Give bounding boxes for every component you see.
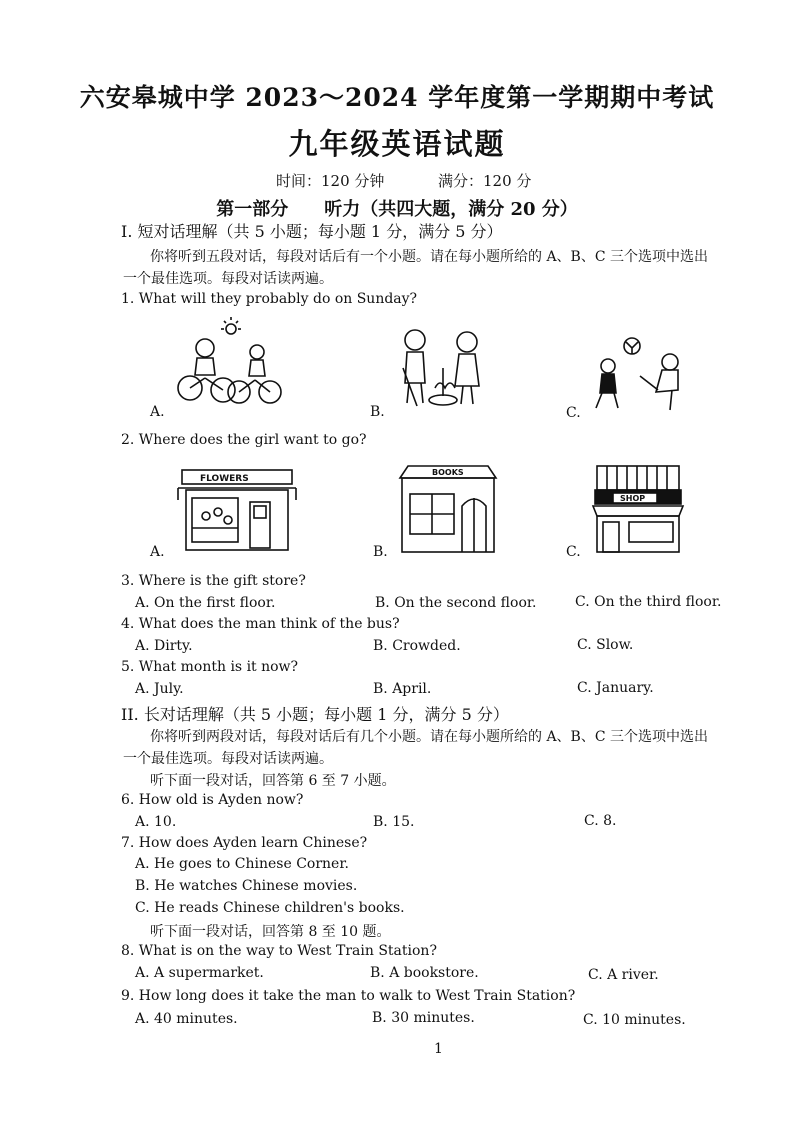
- exam-time: 时间：120 分钟: [276, 172, 385, 190]
- q1-option-c-label: C.: [566, 405, 581, 421]
- exam-subtitle: 九年级英语试题: [288, 127, 506, 161]
- section1-heading: I. 短对话理解（共 5 小题；每小题 1 分，满分 5 分）: [121, 222, 503, 241]
- planting-picture: [395, 328, 495, 413]
- dialog2-note: 听下面一段对话，回答第 8 至 10 题。: [150, 924, 391, 940]
- q5-option-b: B. April.: [373, 681, 432, 697]
- bookstore-sign: BOOKS: [432, 468, 464, 477]
- q9-option-a: A. 40 minutes.: [135, 1011, 238, 1027]
- q1-option-b-label: B.: [370, 404, 385, 420]
- q2-option-c-label: C.: [566, 544, 581, 560]
- question-8: 8. What is on the way to West Train Station?: [121, 943, 437, 959]
- part1-heading: 第一部分 听力（共四大题，满分 20 分）: [216, 199, 578, 220]
- question-4: 4. What does the man think of the bus?: [121, 616, 400, 632]
- q1-option-a-label: A.: [150, 404, 165, 420]
- shop-picture: [593, 464, 683, 554]
- question-2: 2. Where does the girl want to go?: [121, 432, 367, 448]
- cycling-picture: [175, 320, 285, 410]
- question-1: 1. What will they probably do on Sunday?: [121, 291, 418, 307]
- flower-shop-picture: [178, 468, 298, 553]
- q3-option-a: A. On the first floor.: [135, 595, 276, 611]
- q4-option-b: B. Crowded.: [373, 638, 461, 654]
- q6-option-b: B. 15.: [373, 814, 415, 830]
- exam-score: 满分：120 分: [438, 172, 532, 190]
- football-picture: [592, 338, 692, 413]
- q9-option-c: C. 10 minutes.: [583, 1012, 686, 1028]
- q6-option-a: A. 10.: [135, 814, 177, 830]
- flower-shop-sign: FLOWERS: [200, 474, 249, 484]
- question-9: 9. How long does it take the man to walk to West Train Station?: [121, 988, 576, 1004]
- q6-option-c: C. 8.: [584, 813, 617, 829]
- exam-title: 六安皋城中学 2023～2024 学年度第一学期期中考试: [79, 83, 715, 112]
- q7-option-c: C. He reads Chinese children's books.: [135, 900, 405, 916]
- q9-option-b: B. 30 minutes.: [372, 1010, 475, 1026]
- q5-option-c: C. January.: [577, 680, 654, 696]
- q8-option-b: B. A bookstore.: [370, 965, 479, 981]
- q8-option-a: A. A supermarket.: [135, 965, 264, 981]
- q2-option-a-label: A.: [150, 544, 165, 560]
- section1-instruction: 你将听到五段对话，每段对话后有一个小题。请在每小题所给的 A、B、C 三个选项中选出: [150, 249, 709, 265]
- question-6: 6. How old is Ayden now?: [121, 792, 304, 808]
- q5-option-a: A. July.: [135, 681, 184, 697]
- page-number: 1: [434, 1041, 443, 1057]
- section1-instruction-cont: 一个最佳选项。每段对话读两遍。: [123, 271, 333, 287]
- q7-option-b: B. He watches Chinese movies.: [135, 878, 358, 894]
- section2-instruction-cont: 一个最佳选项。每段对话读两遍。: [123, 751, 333, 767]
- q3-option-b: B. On the second floor.: [375, 595, 537, 611]
- q4-option-c: C. Slow.: [577, 637, 634, 653]
- question-7: 7. How does Ayden learn Chinese?: [121, 835, 368, 851]
- section2-heading: II. 长对话理解（共 5 小题；每小题 1 分，满分 5 分）: [121, 705, 509, 724]
- dialog1-note: 听下面一段对话，回答第 6 至 7 小题。: [150, 773, 396, 789]
- q7-option-a: A. He goes to Chinese Corner.: [135, 856, 349, 872]
- q2-option-b-label: B.: [373, 544, 388, 560]
- bookstore-picture: [398, 464, 498, 554]
- q3-option-c: C. On the third floor.: [575, 594, 722, 610]
- question-3: 3. Where is the gift store?: [121, 573, 306, 589]
- section2-instruction: 你将听到两段对话，每段对话后有几个小题。请在每小题所给的 A、B、C 三个选项中选出: [150, 729, 709, 745]
- q4-option-a: A. Dirty.: [135, 638, 193, 654]
- q8-option-c: C. A river.: [588, 967, 659, 983]
- shop-sign: SHOP: [620, 494, 646, 503]
- question-5: 5. What month is it now?: [121, 659, 299, 675]
